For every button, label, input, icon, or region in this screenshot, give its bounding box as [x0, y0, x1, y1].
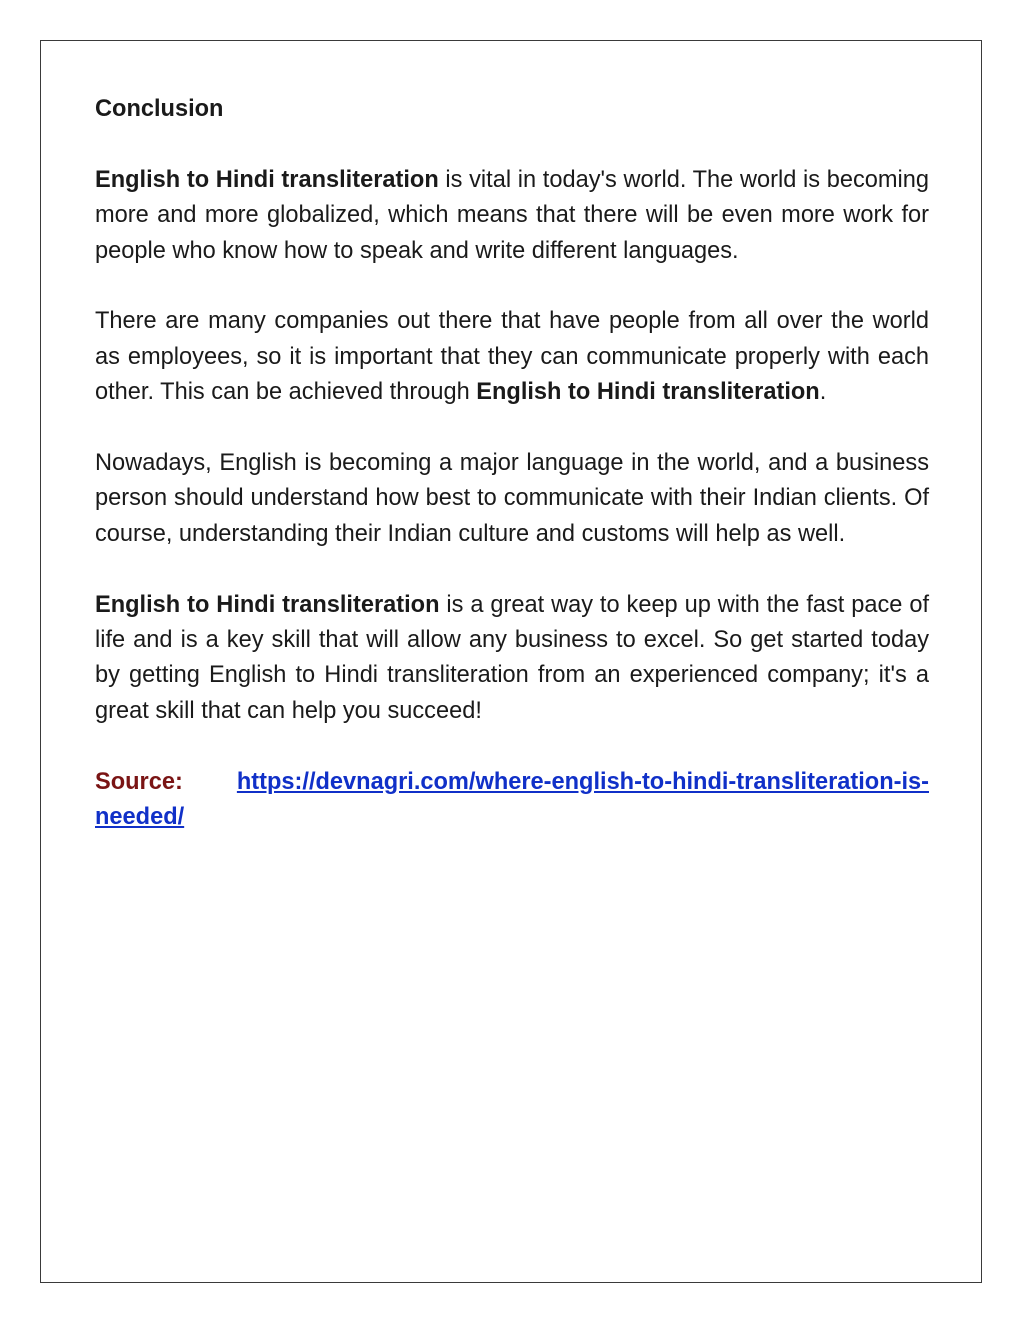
paragraph-text: is a great way to keep up with the fast pace of life and is a key skill that will allow any business to excel. So get started today by getting English to Hindi transliteration from an experienced company; it's a great skill that can help you succeed!	[95, 591, 929, 724]
source-line	[95, 765, 929, 836]
document-body	[95, 92, 929, 835]
bold-term: English to Hindi transliteration	[95, 591, 440, 618]
page-title: Conclusion	[95, 96, 224, 122]
paragraph-intro	[95, 163, 929, 269]
paragraph-text: Nowadays, English is becoming a major language in the world, and a business person should understand how best to communicate with their Indian clients. Of course, understanding their Indian culture and customs will help as well.	[95, 450, 929, 547]
source-link[interactable]: https://devnagri.com/where-english-to-hindi-transliteration-is-needed/	[95, 768, 929, 831]
paragraph-nowadays	[95, 446, 929, 552]
source-label: Source:	[95, 768, 183, 795]
paragraph-end: .	[819, 379, 827, 406]
paragraph-closing	[95, 588, 929, 730]
paragraph-companies	[95, 304, 929, 410]
bold-term: English to Hindi transliteration	[476, 379, 820, 406]
paragraph-text: There are many companies out there that have people from all over the world as employees, so it is important that they can communicate properly with each other. This can be achieved through	[95, 308, 929, 406]
bold-term: English to Hindi transliteration	[95, 166, 439, 193]
paragraph-text: is vital in today's world. The world is becoming more and more globalized, which means that there will be even more work for people who know how to speak and write different languages.	[95, 166, 929, 264]
